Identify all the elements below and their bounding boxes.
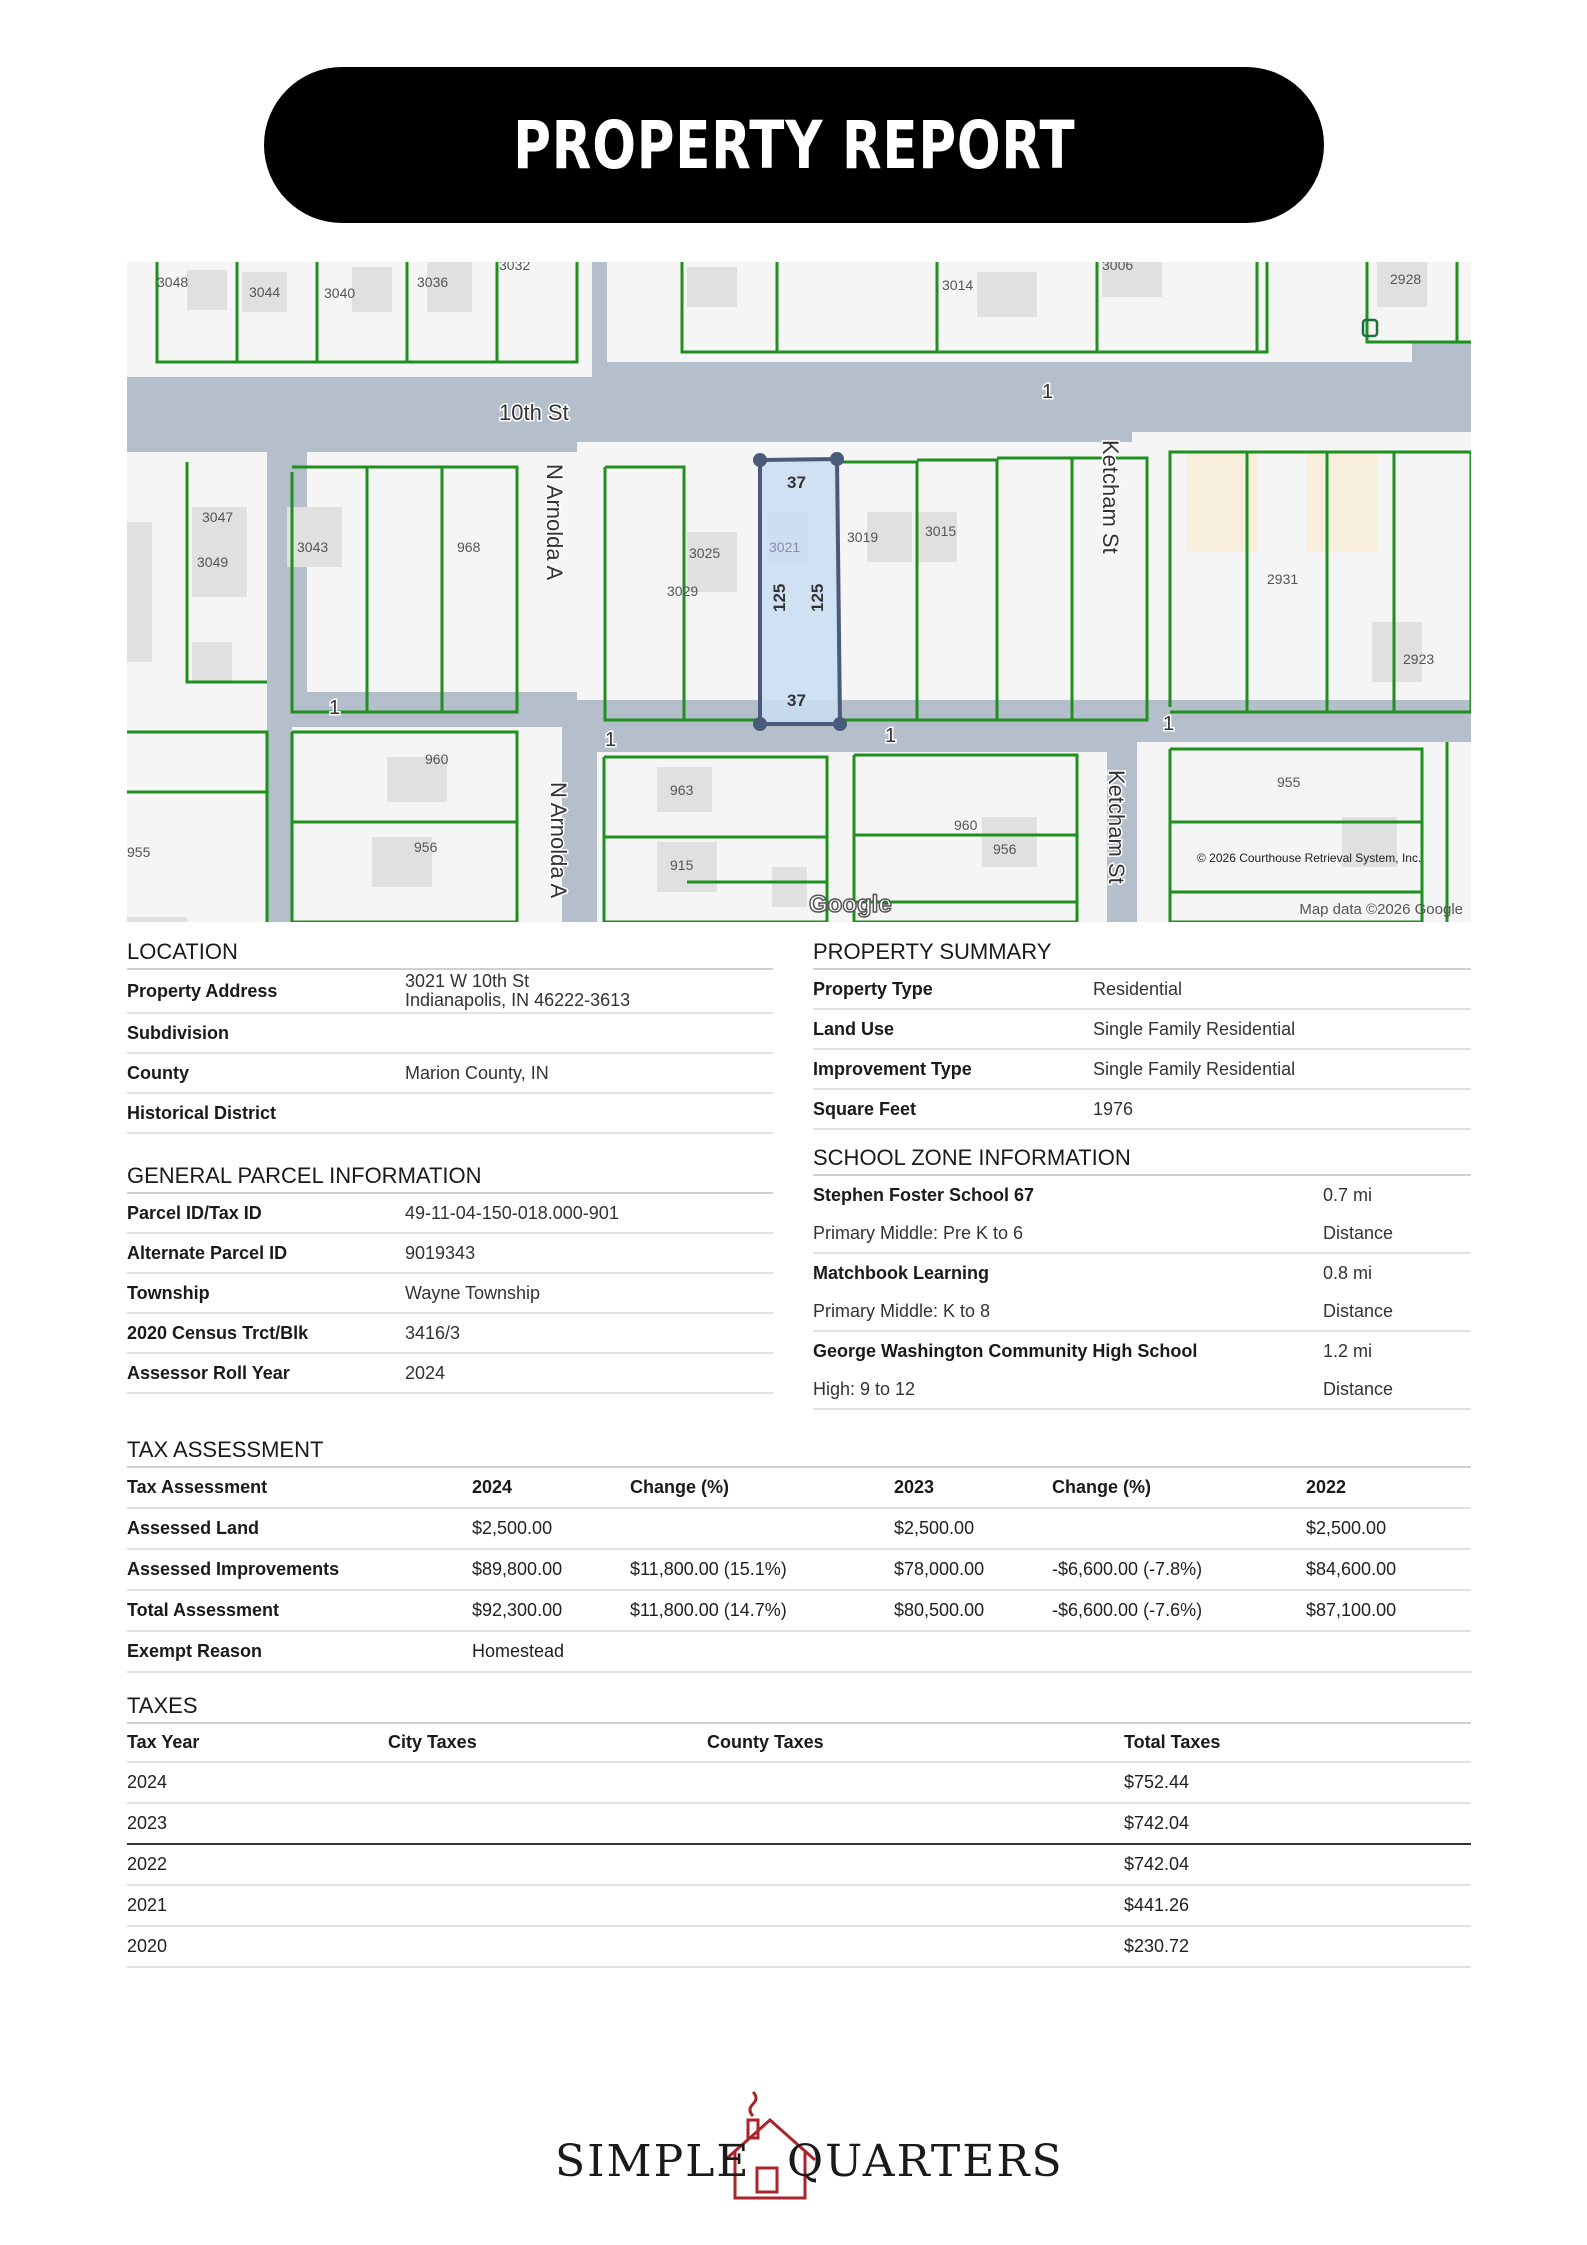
row-label: Improvement Type bbox=[813, 1058, 972, 1079]
map-building bbox=[192, 642, 232, 682]
table-cell bbox=[1052, 1508, 1306, 1549]
street-label-arnolda-south: N Arnolda A bbox=[546, 782, 571, 899]
summary-row bbox=[813, 1090, 1471, 1130]
school-name: George Washington Community High School bbox=[813, 1340, 1198, 1361]
row-label: Alternate Parcel ID bbox=[127, 1242, 288, 1263]
property-summary-title: PROPERTY SUMMARY bbox=[813, 938, 1471, 970]
parcel-number: 3029 bbox=[667, 583, 699, 599]
map-building bbox=[772, 867, 807, 907]
row-label: Property Address bbox=[127, 980, 278, 1001]
table-cell bbox=[630, 1631, 894, 1672]
school-distance: 0.7 mi bbox=[1323, 1184, 1373, 1205]
column-header: 2023 bbox=[894, 1477, 935, 1497]
parcel-number: 915 bbox=[670, 857, 694, 873]
location-row-historical bbox=[127, 1094, 773, 1134]
table-cell bbox=[388, 1762, 707, 1803]
table-cell bbox=[388, 1926, 707, 1967]
tax-assessment-table bbox=[127, 1468, 1471, 1673]
column-header: Tax Year bbox=[127, 1732, 200, 1752]
table-cell: 2022 bbox=[127, 1854, 168, 1874]
parcel-number: 955 bbox=[127, 844, 151, 860]
column-header: 2022 bbox=[1306, 1477, 1347, 1497]
table-row bbox=[127, 1631, 1471, 1672]
school-name-row bbox=[813, 1176, 1471, 1214]
logo-word-quarters: QUARTERS bbox=[787, 2136, 1064, 2187]
road-marker: 1 bbox=[1042, 381, 1054, 403]
row-label: Assessor Roll Year bbox=[127, 1362, 290, 1383]
school-name-row bbox=[813, 1332, 1471, 1370]
table-cell: $230.72 bbox=[1124, 1936, 1190, 1956]
school-name: Stephen Foster School 67 bbox=[813, 1184, 1035, 1205]
parcel-vertex bbox=[753, 717, 767, 731]
row-value: 3416/3 bbox=[405, 1322, 461, 1343]
map-building bbox=[127, 522, 152, 662]
table-cell: 2023 bbox=[127, 1813, 168, 1833]
table-header-row bbox=[127, 1468, 1471, 1508]
row-label: Assessed Improvements bbox=[127, 1559, 340, 1579]
row-label: Township bbox=[127, 1282, 210, 1303]
parcel-number: 968 bbox=[457, 539, 481, 555]
property-address-value: 3021 W 10th St Indianapolis, IN 46222-3613 bbox=[405, 971, 631, 1010]
row-value: 49-11-04-150-018.000-901 bbox=[405, 1202, 619, 1223]
column-header: 2024 bbox=[472, 1477, 513, 1497]
parcel-number: 3047 bbox=[202, 509, 234, 525]
table-cell bbox=[707, 1762, 1124, 1803]
table-row bbox=[127, 1926, 1471, 1967]
parcel-vertex bbox=[833, 717, 847, 731]
row-value: Single Family Residential bbox=[1093, 1058, 1296, 1079]
parcel-number: 3032 bbox=[499, 262, 531, 273]
school-level: Primary Middle: Pre K to 6 bbox=[813, 1222, 1024, 1243]
location-row-address bbox=[127, 970, 773, 1014]
summary-row bbox=[813, 1050, 1471, 1090]
map-building bbox=[127, 917, 187, 922]
column-header: Change (%) bbox=[1052, 1477, 1151, 1497]
table-cell: $742.04 bbox=[1124, 1854, 1190, 1874]
row-value: Single Family Residential bbox=[1093, 1018, 1296, 1039]
table-cell: 2021 bbox=[127, 1895, 168, 1915]
row-label: Land Use bbox=[813, 1018, 895, 1039]
table-row bbox=[127, 1803, 1471, 1844]
distance-label: Distance bbox=[1323, 1378, 1394, 1399]
parcel-number: 3048 bbox=[157, 274, 189, 290]
school-distance: 0.8 mi bbox=[1323, 1262, 1373, 1283]
summary-row bbox=[813, 970, 1471, 1010]
row-value: 1976 bbox=[1093, 1098, 1134, 1119]
map-data-credit: Map data ©2026 Google bbox=[1299, 901, 1463, 918]
location-title: LOCATION bbox=[127, 938, 773, 970]
table-cell: $2,500.00 bbox=[1306, 1518, 1387, 1538]
parcel-row bbox=[127, 1354, 773, 1394]
table-cell bbox=[707, 1803, 1124, 1844]
parcel-number: 3019 bbox=[847, 529, 879, 545]
simple-quarters-logo bbox=[555, 2080, 1064, 2200]
tax-assessment-title: TAX ASSESSMENT bbox=[127, 1436, 1471, 1468]
table-cell: Homestead bbox=[472, 1641, 565, 1661]
row-label: Square Feet bbox=[813, 1098, 917, 1119]
table-cell: -$6,600.00 (-7.8%) bbox=[1052, 1559, 1203, 1579]
row-value: Wayne Township bbox=[405, 1282, 541, 1303]
table-cell: $2,500.00 bbox=[894, 1518, 975, 1538]
chimney-smoke bbox=[750, 2092, 756, 2116]
parcel-number: 3014 bbox=[942, 277, 974, 293]
road-marker: 1 bbox=[885, 725, 897, 747]
taxes-table bbox=[127, 1724, 1471, 1968]
table-cell: $11,800.00 (15.1%) bbox=[630, 1559, 787, 1579]
road-marker: 1 bbox=[329, 697, 341, 719]
distance-label: Distance bbox=[1323, 1222, 1394, 1243]
school-level: Primary Middle: K to 8 bbox=[813, 1300, 991, 1321]
row-value: 9019343 bbox=[405, 1242, 476, 1263]
school-entry bbox=[813, 1176, 1471, 1254]
google-logo: Google bbox=[809, 891, 892, 918]
table-row bbox=[127, 1762, 1471, 1803]
taxes-title: TAXES bbox=[127, 1692, 1471, 1724]
table-cell: $89,800.00 bbox=[472, 1559, 563, 1579]
row-value: 2024 bbox=[405, 1362, 446, 1383]
table-row bbox=[127, 1508, 1471, 1549]
parcel-number: 3025 bbox=[689, 545, 721, 561]
row-label: County bbox=[127, 1062, 189, 1083]
table-cell: $2,500.00 bbox=[472, 1518, 553, 1538]
school-zone-title: SCHOOL ZONE INFORMATION bbox=[813, 1144, 1471, 1176]
row-label: Assessed Land bbox=[127, 1518, 260, 1538]
parcel-number: 956 bbox=[993, 841, 1017, 857]
table-cell: 2024 bbox=[127, 1772, 168, 1792]
distance-label: Distance bbox=[1323, 1300, 1394, 1321]
parcel-number: 3015 bbox=[925, 523, 957, 539]
table-cell: -$6,600.00 (-7.6%) bbox=[1052, 1600, 1203, 1620]
table-cell bbox=[388, 1885, 707, 1926]
table-cell bbox=[388, 1803, 707, 1844]
road-marker: 1 bbox=[605, 729, 617, 751]
table-cell: $11,800.00 (14.7%) bbox=[630, 1600, 787, 1620]
map-building bbox=[187, 270, 227, 310]
table-row bbox=[127, 1590, 1471, 1631]
parcel-vertex bbox=[830, 452, 844, 466]
table-cell: $87,100.00 bbox=[1306, 1600, 1397, 1620]
table-cell: $92,300.00 bbox=[472, 1600, 563, 1620]
location-section bbox=[127, 938, 773, 1134]
map-building bbox=[687, 267, 737, 307]
table-cell: $441.26 bbox=[1124, 1895, 1190, 1915]
table-cell bbox=[707, 1885, 1124, 1926]
parcel-map-canvas bbox=[127, 262, 1471, 922]
row-label: 2020 Census Trct/Blk bbox=[127, 1322, 309, 1343]
street-label-ketcham-north: Ketcham St bbox=[1098, 440, 1123, 554]
school-distance: 1.2 mi bbox=[1323, 1340, 1373, 1361]
table-row bbox=[127, 1844, 1471, 1885]
dimension-top: 37 bbox=[787, 473, 806, 492]
parcel-number: 3044 bbox=[249, 284, 281, 300]
taxes-section bbox=[127, 1692, 1471, 1968]
column-header: Tax Assessment bbox=[127, 1477, 268, 1497]
map-highlight-lot bbox=[1307, 452, 1377, 552]
row-label: Historical District bbox=[127, 1102, 277, 1123]
report-title-banner bbox=[264, 67, 1324, 223]
parcel-number: 3043 bbox=[297, 539, 329, 555]
table-cell: $84,600.00 bbox=[1306, 1559, 1397, 1579]
tax-assessment-section bbox=[127, 1436, 1471, 1673]
parcel-number: 963 bbox=[670, 782, 694, 798]
parcel-map[interactable] bbox=[127, 262, 1471, 922]
table-cell: $78,000.00 bbox=[894, 1559, 985, 1579]
report-title: PROPERTY REPORT bbox=[512, 106, 1076, 184]
house-door bbox=[757, 2168, 777, 2192]
table-row bbox=[127, 1549, 1471, 1590]
summary-row bbox=[813, 1010, 1471, 1050]
map-building bbox=[977, 272, 1037, 317]
location-row-subdivision bbox=[127, 1014, 773, 1054]
table-row bbox=[127, 1885, 1471, 1926]
table-cell bbox=[707, 1844, 1124, 1885]
street-label-arnolda-north: N Arnolda A bbox=[542, 464, 567, 581]
parcel-number: 960 bbox=[425, 751, 449, 767]
location-row-county bbox=[127, 1054, 773, 1094]
parcel-row bbox=[127, 1314, 773, 1354]
parcel-vertex bbox=[753, 453, 767, 467]
school-zone-section bbox=[813, 1144, 1471, 1410]
row-label: Subdivision bbox=[127, 1022, 230, 1043]
parcel-number: 3036 bbox=[417, 274, 449, 290]
school-level-row bbox=[813, 1370, 1471, 1410]
table-cell bbox=[388, 1844, 707, 1885]
street-label-10th: 10th St bbox=[499, 400, 569, 425]
parcel-number: 2931 bbox=[1267, 571, 1299, 587]
school-level-row bbox=[813, 1214, 1471, 1254]
row-label: Exempt Reason bbox=[127, 1641, 263, 1661]
school-entry bbox=[813, 1332, 1471, 1410]
table-cell bbox=[894, 1631, 1052, 1672]
parcel-number: 960 bbox=[954, 817, 978, 833]
parcel-number: 955 bbox=[1277, 774, 1301, 790]
row-value: Marion County, IN bbox=[405, 1062, 549, 1083]
school-level: High: 9 to 12 bbox=[813, 1378, 916, 1399]
dimension-left: 125 bbox=[770, 583, 789, 612]
table-cell bbox=[1052, 1631, 1306, 1672]
parcel-row bbox=[127, 1274, 773, 1314]
column-header: Total Taxes bbox=[1124, 1732, 1221, 1752]
parcel-row bbox=[127, 1234, 773, 1274]
parcel-number: 2923 bbox=[1403, 651, 1435, 667]
column-header: City Taxes bbox=[388, 1732, 477, 1752]
parcel-number: 3040 bbox=[324, 285, 356, 301]
parcel-row bbox=[127, 1194, 773, 1234]
map-block bbox=[127, 727, 267, 922]
parcel-number: 956 bbox=[414, 839, 438, 855]
table-cell bbox=[707, 1926, 1124, 1967]
parcel-number: 3049 bbox=[197, 554, 229, 570]
row-value: Residential bbox=[1093, 978, 1183, 999]
school-name: Matchbook Learning bbox=[813, 1262, 990, 1283]
general-parcel-section bbox=[127, 1162, 773, 1394]
table-cell: $80,500.00 bbox=[894, 1600, 985, 1620]
property-summary-section bbox=[813, 938, 1471, 1130]
row-label: Parcel ID/Tax ID bbox=[127, 1202, 262, 1223]
map-attribution: © 2026 Courthouse Retrieval System, Inc. bbox=[1197, 851, 1422, 865]
general-parcel-title: GENERAL PARCEL INFORMATION bbox=[127, 1162, 773, 1194]
parcel-number: 2928 bbox=[1390, 271, 1422, 287]
school-level-row bbox=[813, 1292, 1471, 1332]
table-cell: $752.44 bbox=[1124, 1772, 1190, 1792]
map-building bbox=[352, 267, 392, 312]
school-name-row bbox=[813, 1254, 1471, 1292]
parcel-number-subject: 3021 bbox=[769, 539, 801, 555]
row-label: Total Assessment bbox=[127, 1600, 280, 1620]
dimension-bottom: 37 bbox=[787, 691, 806, 710]
table-header-row bbox=[127, 1724, 1471, 1762]
parcel-number: 3006 bbox=[1102, 262, 1134, 273]
road-marker: 1 bbox=[1163, 713, 1175, 735]
row-label: Property Type bbox=[813, 978, 933, 999]
table-cell: $742.04 bbox=[1124, 1813, 1190, 1833]
column-header: County Taxes bbox=[707, 1732, 824, 1752]
table-cell: 2020 bbox=[127, 1936, 168, 1956]
table-cell bbox=[630, 1508, 894, 1549]
map-building bbox=[287, 507, 342, 567]
school-entry bbox=[813, 1254, 1471, 1332]
table-cell bbox=[1306, 1631, 1471, 1672]
street-label-ketcham-south: Ketcham St bbox=[1104, 770, 1129, 884]
logo-word-simple: SIMPLE bbox=[555, 2136, 751, 2187]
column-header: Change (%) bbox=[630, 1477, 729, 1497]
dimension-right: 125 bbox=[808, 583, 827, 612]
